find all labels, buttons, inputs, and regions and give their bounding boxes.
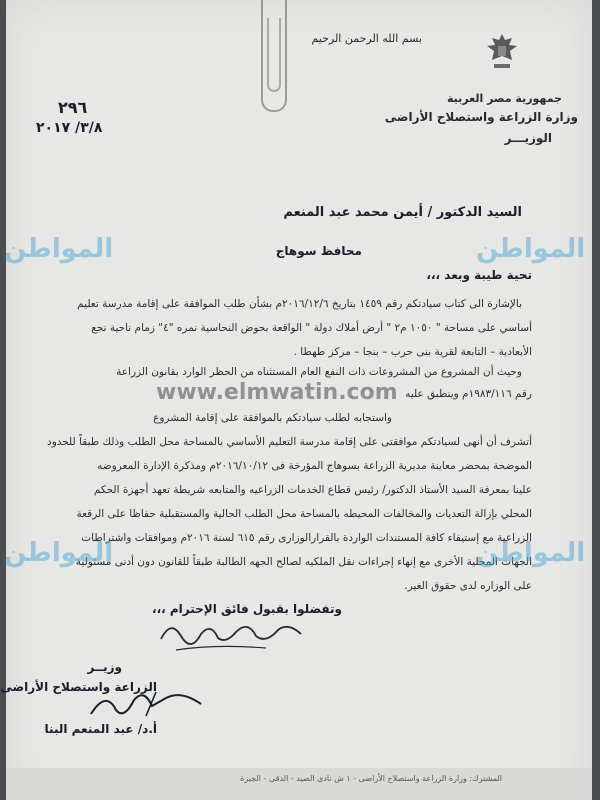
letterhead-ministry: وزارة الزراعة واستصلاح الأراضى xyxy=(384,110,578,124)
body-line: المحلي بإزالة التعديات والمخالفات المحيطه بالمساحة محل الطلب الحالية والمستقبلية حفاظا على الرقعة xyxy=(76,508,532,520)
closing: وتفضلوا بقبول فائق الإحترام ،،، xyxy=(152,602,342,616)
greeting: تحية طيبة وبعد ،،، xyxy=(426,268,532,282)
body-line: الزراعية مع إستيفاء كافة المستندات الواردة بالقرارالوزارى رقم ٦١٥ لسنة ٢٠١٦م وموافقات واشتراطات xyxy=(81,532,532,544)
handwritten-annotation xyxy=(156,614,306,654)
signature-ministry: الزراعة واستصلاح الأراضى xyxy=(0,680,157,694)
footer-address: المشترك: وزارة الزراعة واستصلاح الأراضى - ١ ش نادى الصيد - الدقى - الجيزة xyxy=(240,774,502,783)
addressee-name: السيد الدكتور / أيمن محمد عبد المنعم xyxy=(283,205,522,220)
body-line: رقم ١٩٨٣/١١٦م وينطبق عليه xyxy=(405,388,532,400)
addressee-title: محافظ سوهاج xyxy=(275,244,362,258)
watermark-brand-right: المواطن xyxy=(476,234,586,264)
reference-number: ٢٩٦ xyxy=(58,98,88,117)
body-line: الموضحة بمحضر معاينة مديرية الزراعة بسوهاج المؤرخة فى ٢٠١٦/١٠/١٢م ومذكرة الإدارة المعروضه xyxy=(97,460,532,472)
reference-date: ٣/٨/ ٢٠١٧ xyxy=(36,120,103,136)
body-line: أساسي على مساحة " ١٠٥٠ م٢ " أرض أملاك دولة " الواقعة بحوض النحاسية نمره "٤" زمام ناحية نجع xyxy=(91,322,532,334)
paperclip-inner xyxy=(267,18,281,92)
watermark-brand-left-2: المواطن xyxy=(4,538,114,568)
letterhead-minister: الوزيـــر xyxy=(504,131,552,145)
body-line: بالإشارة الى كتاب سيادتكم رقم ١٤٥٩ بتاريخ ٢٠١٦/١٢/٦م بشأن طلب الموافقة على إقامة مدرسة تعليم xyxy=(77,298,522,310)
body-line: الأبعادية – التابعة لقرية بنى حرب – بنجا – مركز طهطا . xyxy=(293,346,532,358)
body-line: على الوزاره لدى حقوق الغير. xyxy=(404,580,532,592)
watermark-site: www.elmwatin.com xyxy=(156,380,398,405)
body-line: واستجابه لطلب سيادتكم بالموافقة على إقامة المشروع xyxy=(153,412,392,424)
footer-band xyxy=(6,768,592,800)
body-line: وحيث أن المشروع من المشروعات ذات النفع العام المستثناه من الحظر الوارد بقانون الزراعة xyxy=(116,366,522,378)
body-line: الجهات المحلية الأخرى مع إنهاء إجراءات نقل الملكيه لصالح الجهه الطالبة طبقاً للقانون دون أدنى مسئولية xyxy=(75,556,532,568)
signature-mark xyxy=(86,686,206,722)
watermark-brand-right-2: المواطن xyxy=(476,538,586,568)
signature-title: وزيــر xyxy=(87,660,122,674)
eagle-emblem-icon xyxy=(484,32,520,72)
basmala: بسم الله الرحمن الرحيم xyxy=(311,32,422,45)
letterhead-country: جمهورية مصر العربية xyxy=(447,92,562,105)
watermark-brand-left: المواطن xyxy=(4,234,114,264)
signature-name: أ.د/ عبد المنعم البنا xyxy=(44,722,157,736)
body-line: علينا بمعرفة السيد الأستاذ الدكتور/ رئيس قطاع الخدمات الزراعيه والمتابعه شريطة تعهد أجهزة الحكم xyxy=(93,484,532,496)
body-line: أتشرف أن أنهى لسيادتكم موافقتى على إقامة مدرسة التعليم الأساسي بالمساحة محل الطلب وذلك طبقاً للحدود xyxy=(47,436,532,448)
